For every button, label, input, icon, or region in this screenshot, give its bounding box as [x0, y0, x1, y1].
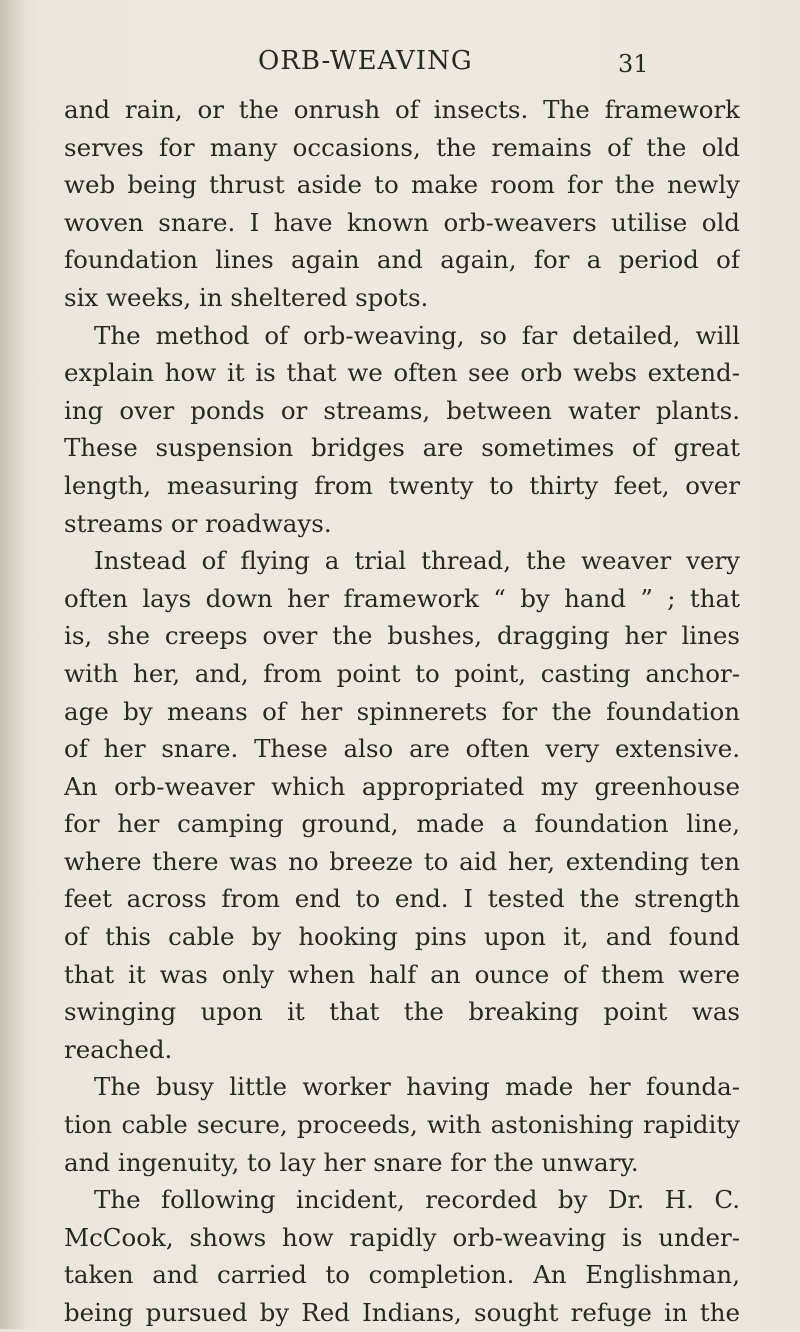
page-header [258, 46, 778, 86]
text-line: swinging upon it that the breaking point was [64, 997, 740, 1027]
text-line: where there was no breeze to aid her, extending ten [64, 846, 740, 876]
text-line: serves for many occasions, the remains of the old [64, 132, 740, 162]
text-line: and rain, or the onrush of insects. The framework [64, 95, 740, 124]
text-line: being pursued by Red Indians, sought refuge in the [64, 1298, 740, 1327]
text-line: six weeks, in sheltered spots. [64, 282, 429, 312]
body-text [64, 91, 740, 1332]
text-line: ing over ponds or streams, between water plants. [64, 395, 740, 425]
text-line: age by means of her spinnerets for the foundation [64, 696, 740, 726]
text-line: and ingenuity, to lay her snare for the unwary. [64, 1147, 639, 1177]
text-line: foundation lines again and again, for a period of [64, 245, 740, 275]
text-line: An orb-weaver which appropriated my greenhouse [64, 771, 740, 801]
text-line: explain how it is that we often see orb webs extend- [64, 358, 740, 388]
text-line: for her camping ground, made a foundation line, [64, 809, 740, 839]
text-line: woven snare. I have known orb-weavers utilise old [64, 207, 740, 237]
text-line: streams or roadways. [64, 508, 332, 538]
text-line: The method of orb-weaving, so far detailed, will [94, 320, 740, 350]
text-line: length, measuring from twenty to thirty feet, over [64, 470, 740, 500]
text-line: McCook, shows how rapidly orb-weaving is under- [64, 1222, 740, 1252]
page-number: 31 [618, 50, 649, 78]
text-line: tion cable secure, proceeds, with astonishing rapidity [64, 1110, 740, 1140]
page-gutter-shadow [0, 0, 28, 1329]
text-line: of her snare. These also are often very extensive. [64, 734, 740, 764]
text-line: that it was only when half an ounce of them were [64, 959, 740, 989]
text-line: with her, and, from point to point, casting anchor- [64, 658, 740, 688]
text-line: The busy little worker having made her founda- [94, 1072, 740, 1102]
text-line: web being thrust aside to make room for the newly [64, 170, 740, 200]
text-line: reached. [64, 1034, 173, 1064]
text-line: Instead of flying a trial thread, the weaver very [94, 546, 740, 576]
text-line: These suspension bridges are sometimes of great [64, 433, 740, 463]
text-line: taken and carried to completion. An Englishman, [64, 1260, 740, 1290]
text-line: The following incident, recorded by Dr. H. C. [94, 1185, 740, 1215]
text-line: often lays down her framework “ by hand ” ; that [64, 583, 740, 613]
text-line: is, she creeps over the bushes, dragging her lines [64, 621, 740, 651]
text-line: of this cable by hooking pins upon it, and found [64, 922, 740, 952]
text-line: feet across from end to end. I tested the strength [64, 884, 740, 914]
running-head: ORB-WEAVING [258, 46, 473, 76]
